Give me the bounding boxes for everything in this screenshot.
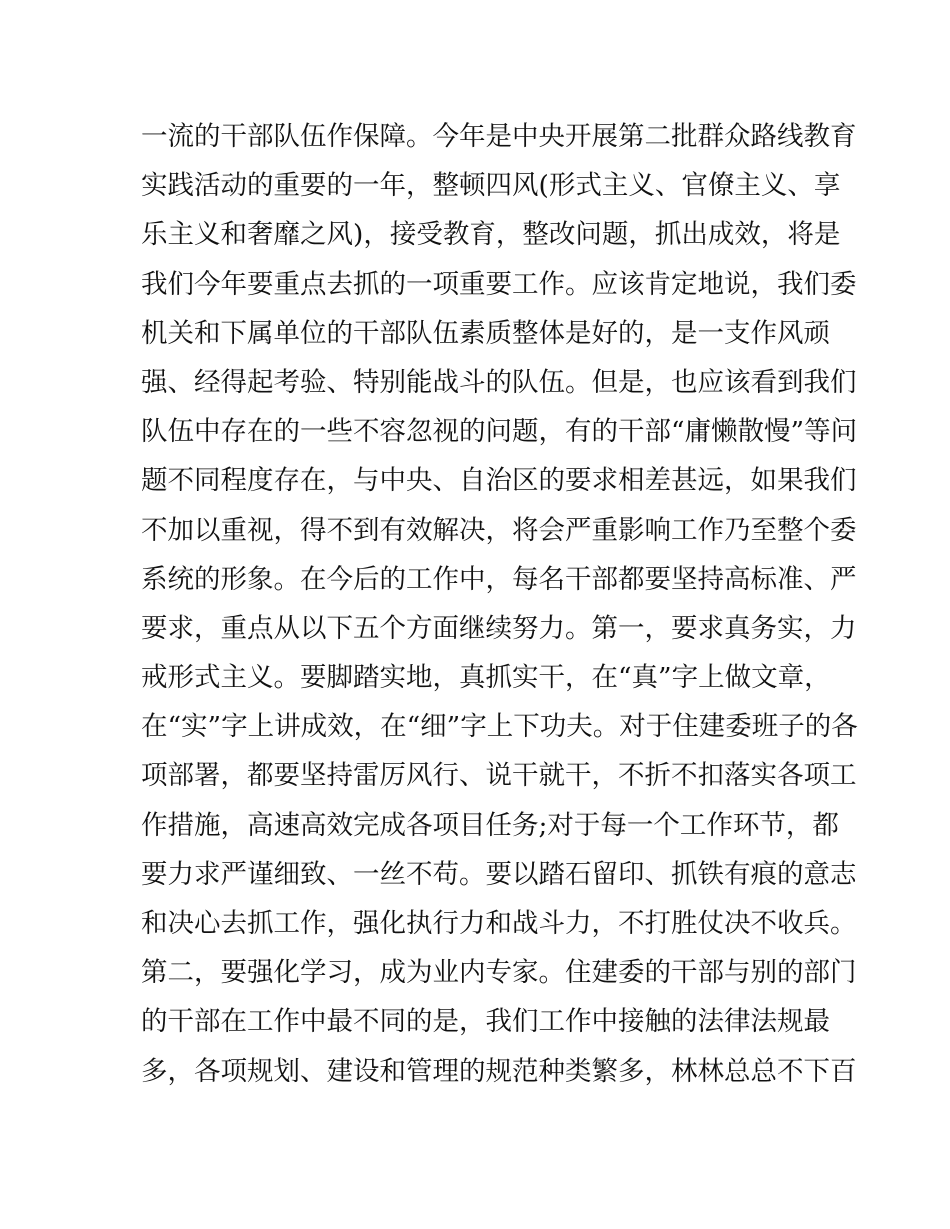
body-paragraph (141, 112, 858, 1096)
text-line: 多，各项规划、建设和管理的规范种类繁多，林林总总不下百 (141, 1055, 857, 1087)
text-line: 第二，要强化学习，成为业内专家。住建委的干部与别的部门 (141, 957, 857, 989)
text-line: 的干部在工作中最不同的是，我们工作中接触的法律法规最 (141, 1006, 830, 1038)
text-line: 系统的形象。在今后的工作中，每名干部都要坚持高标准、严 (141, 563, 857, 595)
text-line: 要求，重点从以下五个方面继续努力。第一，要求真务实，力 (141, 612, 857, 644)
text-line: 实践活动的重要的一年，整顿四风(形式主义、官僚主义、享 (141, 170, 841, 202)
text-line: 强、经得起考验、特别能战斗的队伍。但是，也应该看到我们 (141, 366, 857, 398)
text-line: 项部署，都要坚持雷厉风行、说干就干，不折不扣落实各项工 (141, 760, 857, 792)
text-line: 和决心去抓工作，强化执行力和战斗力，不打胜仗决不收兵。 (141, 908, 857, 939)
text-line: 乐主义和奢靡之风)，接受教育，整改问题，抓出成效，将是 (141, 219, 841, 251)
text-line: 戒形式主义。要脚踏实地，真抓实干，在“真”字上做文章， (141, 662, 831, 694)
text-line: 作措施，高速高效完成各项目任务;对于每一个工作环节，都 (141, 809, 839, 841)
text-line: 队伍中存在的一些不容忽视的问题，有的干部“庸懒散慢”等问 (141, 416, 858, 448)
text-line: 一流的干部队伍作保障。今年是中央开展第二批群众路线教育 (141, 121, 857, 152)
text-line: 我们今年要重点去抓的一项重要工作。应该肯定地说，我们委 (141, 268, 857, 300)
text-line: 机关和下属单位的干部队伍素质整体是好的，是一支作风顽 (141, 317, 830, 349)
text-line: 要力求严谨细致、一丝不苟。要以踏石留印、抓铁有痕的意志 (141, 858, 857, 890)
text-line: 不加以重视，得不到有效解决，将会严重影响工作乃至整个委 (141, 514, 857, 546)
text-line: 在“实”字上讲成效，在“细”字上下功夫。对于住建委班子的各 (141, 711, 858, 743)
text-line: 题不同程度存在，与中央、自治区的要求相差甚远，如果我们 (141, 465, 857, 497)
